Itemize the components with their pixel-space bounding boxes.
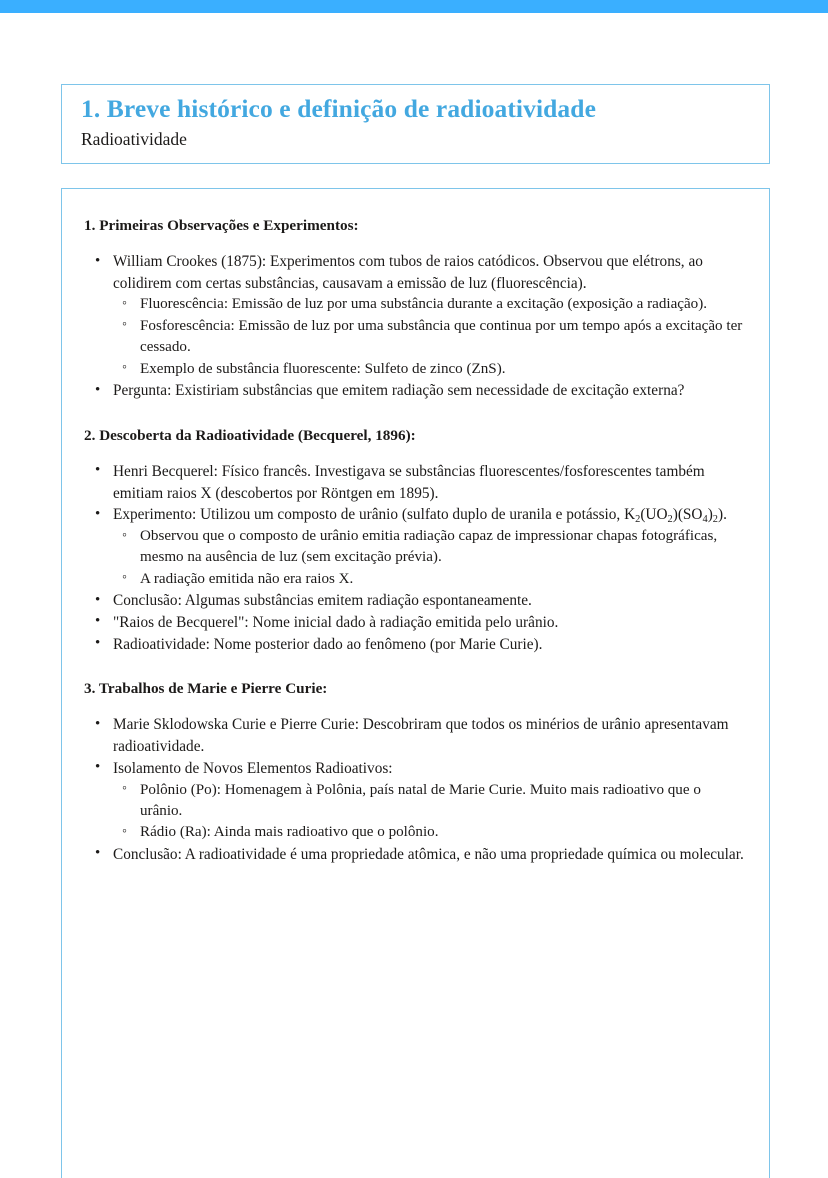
sub-list-item-text: ◦ Fosforescência: Emissão de luz por uma substância que continua por um tempo após a excitação ter cessado. <box>140 316 745 359</box>
page-subtitle: Radioatividade <box>81 129 187 150</box>
section-heading: 1. Primeiras Observações e Experimentos: <box>84 217 359 234</box>
list-item-text: • Experimento: Utilizou um composto de urânio (sulfato duplo de uranila e potássio, $K_2(UO_2)(SO_4)_2$). <box>113 504 745 526</box>
list-item-text: • Conclusão: Algumas substâncias emitem radiação espontaneamente. <box>113 590 745 612</box>
list-item <box>84 612 745 634</box>
sub-list-item <box>113 526 745 569</box>
bullet-list <box>84 251 745 402</box>
section-heading: 2. Descoberta da Radioatividade (Becquerel, 1896): <box>84 426 416 444</box>
sub-list-item <box>113 316 745 359</box>
list-item <box>84 844 745 866</box>
list-item <box>84 634 745 656</box>
bullet-list <box>84 461 745 656</box>
sub-list-item-text: ◦ Polônio (Po): Homenagem à Polônia, país natal de Marie Curie. Muito mais radioativo que o urânio. <box>140 780 745 823</box>
sub-bullet-list <box>113 294 745 380</box>
sub-bullet-list <box>113 526 745 590</box>
sub-list-item <box>113 569 745 590</box>
list-item <box>84 461 745 504</box>
list-item <box>84 758 745 844</box>
sub-list-item-text: ◦ Rádio (Ra): Ainda mais radioativo que o polônio. <box>140 822 745 843</box>
list-item-text: • Pergunta: Existiriam substâncias que emitem radiação sem necessidade de excitação externa? <box>113 380 745 402</box>
sub-list-item-text: ◦ A radiação emitida não era raios X. <box>140 569 745 590</box>
list-item <box>84 380 745 402</box>
list-item <box>84 251 745 380</box>
list-item <box>84 714 745 757</box>
section-block <box>84 216 745 402</box>
sections-container <box>84 216 745 866</box>
sub-list-item-text: ◦ Fluorescência: Emissão de luz por uma substância durante a excitação (exposição a radiação). <box>140 294 745 315</box>
list-item <box>84 590 745 612</box>
list-item-text: • William Crookes (1875): Experimentos com tubos de raios catódicos. Observou que elétrons, ao colidirem com certas substâncias, causavam a emissão de luz (fluorescência). <box>113 251 745 294</box>
sub-list-item <box>113 294 745 315</box>
sub-list-item <box>113 822 745 843</box>
list-item-text: • "Raios de Becquerel": Nome inicial dado à radiação emitida pelo urânio. <box>113 612 745 634</box>
list-item-text: • Henri Becquerel: Físico francês. Investigava se substâncias fluorescentes/fosforescentes também emitiam raios X (descobertos por Röntgen em 1895). <box>113 461 745 504</box>
sub-list-item-text: ◦ Exemplo de substância fluorescente: Sulfeto de zinco (ZnS). <box>140 359 745 380</box>
sub-list-item-text: ◦ Observou que o composto de urânio emitia radiação capaz de impressionar chapas fotográficas, mesmo na ausência de luz (sem excitação prévia). <box>140 526 745 569</box>
section-block <box>84 426 745 656</box>
top-accent-bar <box>0 0 828 13</box>
list-item-text: • Radioatividade: Nome posterior dado ao fenômeno (por Marie Curie). <box>113 634 745 656</box>
section-heading: 3. Trabalhos de Marie e Pierre Curie: <box>84 680 328 698</box>
list-item <box>84 504 745 590</box>
sub-bullet-list <box>113 780 745 844</box>
list-item-text: • Marie Sklodowska Curie e Pierre Curie: Descobriram que todos os minérios de urânio apresentavam radioatividade. <box>113 714 745 757</box>
sub-list-item <box>113 359 745 380</box>
sub-list-item <box>113 780 745 823</box>
title-card <box>61 84 770 164</box>
content-card <box>61 188 770 1178</box>
list-item-text: • Isolamento de Novos Elementos Radioativos: <box>113 758 745 780</box>
list-item-text: • Conclusão: A radioatividade é uma propriedade atômica, e não uma propriedade química ou molecular. <box>113 844 745 866</box>
bullet-list <box>84 714 745 865</box>
page-title: 1. Breve histórico e definição de radioatividade <box>81 94 596 123</box>
document-page <box>0 13 828 1171</box>
section-block <box>84 679 745 865</box>
